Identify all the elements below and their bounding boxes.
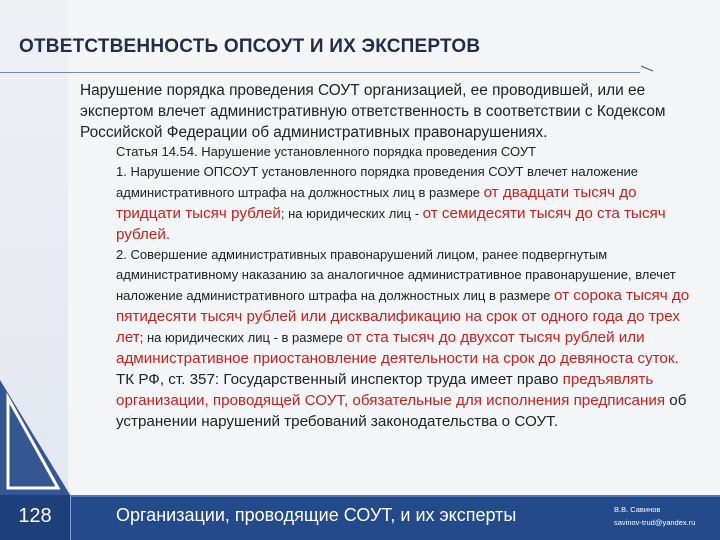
labor-code-paragraph	[116, 369, 702, 432]
author-email: savinov-trud@yandex.ru	[614, 518, 696, 527]
slide-title: ОТВЕТСТВЕННОСТЬ ОПСОУТ И ИХ ЭКСПЕРТОВ	[19, 36, 481, 57]
article-part-2-text: 2. Совершение административных правонарушений лицом, ранее подвергнутым административному наказанию за аналогичное административное правонарушение, влечет наложение административного штрафа на должностных лиц в размере	[116, 247, 676, 303]
fine-officials-2: от сорока тысяч до пятидесяти тысяч рублей или дисквалификацию на срок от одного года до трех лет	[116, 287, 690, 346]
fine-legal-1: от семидесяти тысяч до ста тысяч рублей.	[116, 205, 666, 243]
labor-code-text: ТК РФ, ст. 357: Государственный инспектор труда имеет право	[116, 371, 563, 388]
article-heading: Статья 14.54. Нарушение установленного порядка проведения СОУТ	[116, 144, 537, 159]
author-name: В.В. Савинов	[614, 505, 661, 514]
article-body	[116, 142, 702, 432]
title-divider	[0, 72, 640, 73]
fine-legal-2: от ста тысяч до двухсот тысяч рублей или административное приостановление деятельности на срок до девяноста суток.	[116, 329, 679, 367]
corner-triangle-decoration	[0, 380, 72, 498]
fine-officials-1: от двадцати тысяч до тридцати тысяч рублей	[116, 184, 637, 222]
article-part-1-text: 1. Нарушение ОПСОУТ установленного порядка проведения СОУТ влечет наложение административного штрафа на должностных лиц в размере	[116, 164, 638, 200]
arrow-decoration-icon	[641, 64, 655, 72]
labor-code-tail: об устранении нарушений требований законодательства о СОУТ.	[116, 392, 687, 430]
article-part-2	[116, 245, 702, 369]
page-number: 128	[18, 505, 52, 527]
footer-title: Организации, проводящие СОУТ, и их эксперты	[116, 505, 517, 525]
labor-code-highlight: предъявлять организации, проводящей СОУТ, обязательные для исполнения предписания	[116, 371, 666, 409]
article-part-1	[116, 162, 702, 245]
article-part-2-legal: ; на юридических лиц - в размере	[139, 330, 347, 345]
article-part-1-legal: ; на юридических лиц -	[280, 206, 423, 221]
intro-paragraph: Нарушение порядка проведения СОУТ организацией, ее проводившей, или ее экспертом влечет административную ответственность в соответствии с Кодексом Российской Федерации об административных правонарушениях.	[80, 82, 666, 141]
